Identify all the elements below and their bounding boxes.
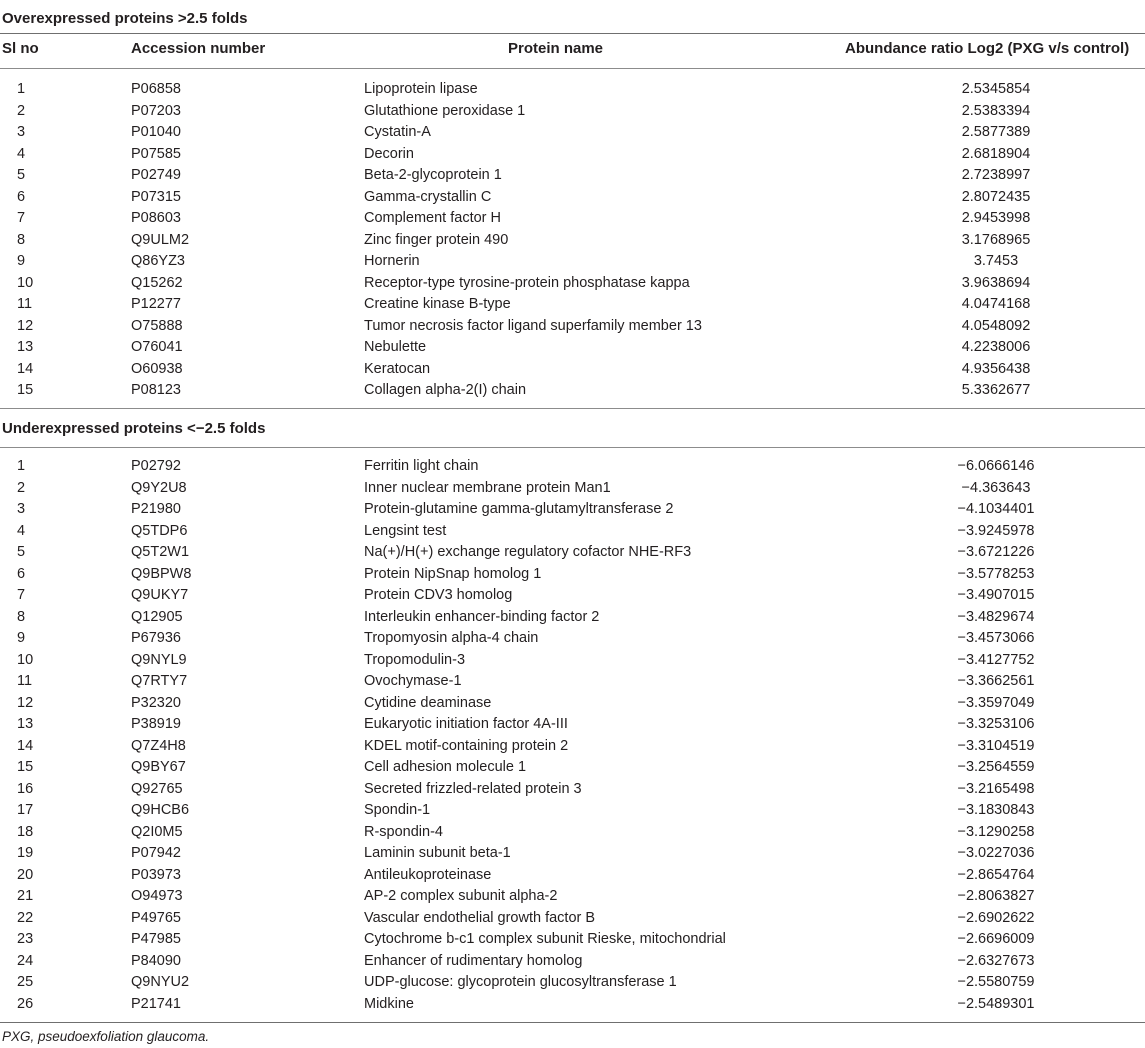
sl-no-cell: 12 xyxy=(17,694,34,711)
header-accession-number: Accession number xyxy=(131,40,266,57)
accession-cell: P32320 xyxy=(131,694,181,711)
table-row xyxy=(0,230,1145,252)
accession-cell: Q7RTY7 xyxy=(131,673,188,689)
accession-cell: Q7Z4H8 xyxy=(131,737,186,754)
sl-no-cell: 7 xyxy=(17,587,26,603)
sl-no-cell: 24 xyxy=(17,952,34,969)
table-row xyxy=(0,628,1145,650)
accession-cell: P49765 xyxy=(131,909,181,926)
abundance-ratio-cell: 5.3362677 xyxy=(961,382,1031,398)
sl-no-cell: 7 xyxy=(17,210,26,226)
overexpressed-rows xyxy=(0,79,1145,402)
table-row xyxy=(0,101,1145,123)
accession-cell: P38919 xyxy=(131,716,181,732)
protein-name-cell: Glutathione peroxidase 1 xyxy=(364,102,526,119)
table-row xyxy=(0,208,1145,230)
underexpressed-rows xyxy=(0,456,1145,1015)
abundance-ratio-cell: −3.1830843 xyxy=(957,802,1035,818)
table-row xyxy=(0,564,1145,586)
abundance-ratio-cell: −4.363643 xyxy=(961,479,1031,496)
accession-cell: Q9BPW8 xyxy=(131,565,192,582)
table-row xyxy=(0,736,1145,758)
protein-name-cell: Ovochymase-1 xyxy=(364,673,462,689)
protein-name-cell: Vascular endothelial growth factor B xyxy=(364,909,596,926)
footnote: PXG, pseudoexfoliation glaucoma. xyxy=(2,1029,210,1044)
accession-cell: Q5T2W1 xyxy=(131,544,190,560)
sl-no-cell: 2 xyxy=(17,102,26,119)
table-row xyxy=(0,800,1145,822)
protein-name-cell: Gamma-crystallin C xyxy=(364,188,492,205)
table-row xyxy=(0,165,1145,187)
table-row xyxy=(0,886,1145,908)
sl-no-cell: 11 xyxy=(17,673,33,689)
table-row xyxy=(0,456,1145,478)
protein-name-cell: Collagen alpha-2(I) chain xyxy=(364,382,527,398)
sl-no-cell: 4 xyxy=(17,522,26,539)
accession-cell: P67936 xyxy=(131,630,181,646)
sl-no-cell: 10 xyxy=(17,651,34,668)
table-row xyxy=(0,607,1145,629)
table-row xyxy=(0,187,1145,209)
sl-no-cell: 6 xyxy=(17,188,26,205)
table-row xyxy=(0,273,1145,295)
abundance-ratio-cell: −3.4907015 xyxy=(957,587,1035,603)
accession-cell: Q9NYL9 xyxy=(131,651,187,668)
protein-name-cell: Inner nuclear membrane protein Man1 xyxy=(364,479,611,496)
protein-name-cell: Midkine xyxy=(364,995,414,1012)
accession-cell: P03973 xyxy=(131,866,181,883)
abundance-ratio-cell: −3.6721226 xyxy=(957,544,1035,560)
table-row xyxy=(0,843,1145,865)
sl-no-cell: 15 xyxy=(17,382,34,398)
table-row xyxy=(0,542,1145,564)
accession-cell: P02792 xyxy=(131,458,181,474)
protein-name-cell: Interleukin enhancer-binding factor 2 xyxy=(364,608,600,625)
top-rule xyxy=(0,33,1145,34)
abundance-ratio-cell: −2.8063827 xyxy=(957,888,1035,904)
protein-name-cell: Zinc finger protein 490 xyxy=(364,231,509,248)
overexpressed-section-title: Overexpressed proteins >2.5 folds xyxy=(2,10,248,27)
accession-cell: P07942 xyxy=(131,845,181,861)
sl-no-cell: 19 xyxy=(17,845,34,861)
sl-no-cell: 20 xyxy=(17,866,34,883)
table-row xyxy=(0,714,1145,736)
sl-no-cell: 3 xyxy=(17,124,26,140)
sl-no-cell: 14 xyxy=(17,737,34,754)
abundance-ratio-cell: 2.5345854 xyxy=(961,81,1031,97)
accession-cell: P08123 xyxy=(131,382,181,398)
abundance-ratio-cell: −3.3662561 xyxy=(957,673,1035,689)
table-row xyxy=(0,144,1145,166)
table-row xyxy=(0,822,1145,844)
table-row xyxy=(0,294,1145,316)
sl-no-cell: 2 xyxy=(17,479,26,496)
table-row xyxy=(0,499,1145,521)
abundance-ratio-cell: −3.3597049 xyxy=(957,694,1035,711)
accession-cell: Q9UKY7 xyxy=(131,587,189,603)
table-row xyxy=(0,359,1145,381)
accession-cell: P08603 xyxy=(131,210,181,226)
table-row xyxy=(0,908,1145,930)
protein-name-cell: Creatine kinase B-type xyxy=(364,296,511,312)
accession-cell: Q15262 xyxy=(131,274,183,291)
sl-no-cell: 13 xyxy=(17,716,34,732)
abundance-ratio-cell: −3.4829674 xyxy=(957,608,1035,625)
protein-name-cell: Hornerin xyxy=(364,253,420,269)
protein-name-cell: Nebulette xyxy=(364,339,427,355)
table-row xyxy=(0,994,1145,1016)
accession-cell: P07315 xyxy=(131,188,181,205)
protein-name-cell: Protein CDV3 homolog xyxy=(364,587,513,603)
header-rule xyxy=(0,68,1145,69)
abundance-ratio-cell: −2.5580759 xyxy=(957,974,1035,990)
table-row xyxy=(0,757,1145,779)
table-row xyxy=(0,671,1145,693)
accession-cell: Q2I0M5 xyxy=(131,823,183,840)
sl-no-cell: 25 xyxy=(17,974,34,990)
table-row xyxy=(0,585,1145,607)
protein-name-cell: Lipoprotein lipase xyxy=(364,81,478,97)
abundance-ratio-cell: 4.0548092 xyxy=(961,317,1031,334)
table-row xyxy=(0,380,1145,402)
accession-cell: Q9Y2U8 xyxy=(131,479,187,496)
table-row xyxy=(0,779,1145,801)
abundance-ratio-cell: −2.5489301 xyxy=(957,995,1035,1012)
accession-cell: O75888 xyxy=(131,317,183,334)
sl-no-cell: 13 xyxy=(17,339,34,355)
protein-name-cell: Laminin subunit beta-1 xyxy=(364,845,511,861)
protein-name-cell: Enhancer of rudimentary homolog xyxy=(364,952,583,969)
abundance-ratio-cell: −3.4573066 xyxy=(957,630,1035,646)
accession-cell: Q9NYU2 xyxy=(131,974,190,990)
accession-cell: P21980 xyxy=(131,501,181,517)
abundance-ratio-cell: −3.2165498 xyxy=(957,780,1035,797)
abundance-ratio-cell: 2.5877389 xyxy=(961,124,1031,140)
abundance-ratio-cell: 2.8072435 xyxy=(961,188,1031,205)
sl-no-cell: 22 xyxy=(17,909,34,926)
accession-cell: Q5TDP6 xyxy=(131,522,188,539)
abundance-ratio-cell: −2.6902622 xyxy=(957,909,1035,926)
accession-cell: Q12905 xyxy=(131,608,183,625)
abundance-ratio-cell: 3.1768965 xyxy=(961,231,1031,248)
accession-cell: O60938 xyxy=(131,360,183,377)
abundance-ratio-cell: −6.0666146 xyxy=(957,458,1035,474)
protein-name-cell: Spondin-1 xyxy=(364,802,431,818)
abundance-ratio-cell: −2.6696009 xyxy=(957,931,1035,947)
table-row xyxy=(0,521,1145,543)
abundance-ratio-cell: −3.3253106 xyxy=(957,716,1035,732)
table-row xyxy=(0,251,1145,273)
accession-cell: P01040 xyxy=(131,124,181,140)
underexpressed-title-rule xyxy=(0,447,1145,448)
table-row xyxy=(0,478,1145,500)
sl-no-cell: 16 xyxy=(17,780,34,797)
protein-name-cell: Cytochrome b-c1 complex subunit Rieske, mitochondrial xyxy=(364,931,726,947)
protein-name-cell: Cell adhesion molecule 1 xyxy=(364,759,527,775)
protein-name-cell: Protein-glutamine gamma-glutamyltransferase 2 xyxy=(364,501,674,517)
table-row xyxy=(0,951,1145,973)
protein-name-cell: Ferritin light chain xyxy=(364,458,479,474)
abundance-ratio-cell: −4.1034401 xyxy=(957,501,1035,517)
sl-no-cell: 21 xyxy=(17,888,34,904)
accession-cell: P47985 xyxy=(131,931,181,947)
protein-name-cell: Lengsint test xyxy=(364,522,447,539)
accession-cell: Q9HCB6 xyxy=(131,802,190,818)
sl-no-cell: 5 xyxy=(17,544,26,560)
table-row xyxy=(0,79,1145,101)
sl-no-cell: 11 xyxy=(17,296,33,312)
underexpressed-section-title: Underexpressed proteins <−2.5 folds xyxy=(2,420,266,437)
abundance-ratio-cell: 3.9638694 xyxy=(961,274,1031,291)
abundance-ratio-cell: 3.7453 xyxy=(973,253,1019,269)
protein-name-cell: Protein NipSnap homolog 1 xyxy=(364,565,542,582)
sl-no-cell: 18 xyxy=(17,823,34,840)
abundance-ratio-cell: −3.9245978 xyxy=(957,522,1035,539)
accession-cell: Q9ULM2 xyxy=(131,231,190,248)
protein-name-cell: Eukaryotic initiation factor 4A-III xyxy=(364,716,568,732)
sl-no-cell: 10 xyxy=(17,274,34,291)
accession-cell: O94973 xyxy=(131,888,183,904)
abundance-ratio-cell: −3.0227036 xyxy=(957,845,1035,861)
abundance-ratio-cell: −2.8654764 xyxy=(957,866,1035,883)
sl-no-cell: 12 xyxy=(17,317,34,334)
header-abundance-ratio: Abundance ratio Log2 (PXG v/s control) xyxy=(845,40,1130,57)
sl-no-cell: 26 xyxy=(17,995,34,1012)
protein-name-cell: Complement factor H xyxy=(364,210,501,226)
protein-name-cell: AP-2 complex subunit alpha-2 xyxy=(364,888,558,904)
table-row xyxy=(0,693,1145,715)
abundance-ratio-cell: 2.9453998 xyxy=(961,210,1031,226)
sl-no-cell: 23 xyxy=(17,931,34,947)
table-row xyxy=(0,972,1145,994)
table-row xyxy=(0,929,1145,951)
protein-name-cell: Antileukoproteinase xyxy=(364,866,492,883)
protein-name-cell: Keratocan xyxy=(364,360,431,377)
sl-no-cell: 17 xyxy=(17,802,34,818)
accession-cell: P06858 xyxy=(131,81,181,97)
protein-name-cell: Cytidine deaminase xyxy=(364,694,492,711)
protein-name-cell: UDP-glucose: glycoprotein glucosyltransferase 1 xyxy=(364,974,677,990)
sl-no-cell: 4 xyxy=(17,145,26,162)
abundance-ratio-cell: 4.0474168 xyxy=(961,296,1031,312)
accession-cell: P07585 xyxy=(131,145,181,162)
protein-name-cell: Decorin xyxy=(364,145,414,162)
protein-name-cell: Cystatin-A xyxy=(364,124,431,140)
abundance-ratio-cell: −3.5778253 xyxy=(957,565,1035,582)
abundance-ratio-cell: −3.4127752 xyxy=(957,651,1035,668)
abundance-ratio-cell: −2.6327673 xyxy=(957,952,1035,969)
protein-name-cell: R-spondin-4 xyxy=(364,823,443,840)
accession-cell: P12277 xyxy=(131,296,181,312)
protein-name-cell: Tropomodulin-3 xyxy=(364,651,466,668)
protein-name-cell: Tumor necrosis factor ligand superfamily member 13 xyxy=(364,317,702,334)
protein-name-cell: Tropomyosin alpha-4 chain xyxy=(364,630,539,646)
table-row xyxy=(0,122,1145,144)
sl-no-cell: 6 xyxy=(17,565,26,582)
protein-name-cell: Receptor-type tyrosine-protein phosphatase kappa xyxy=(364,274,690,291)
abundance-ratio-cell: −3.3104519 xyxy=(957,737,1035,754)
accession-cell: P02749 xyxy=(131,167,181,183)
abundance-ratio-cell: 4.9356438 xyxy=(961,360,1031,377)
sl-no-cell: 1 xyxy=(17,81,26,97)
table-row xyxy=(0,337,1145,359)
protein-name-cell: Na(+)/H(+) exchange regulatory cofactor NHE-RF3 xyxy=(364,544,692,560)
sl-no-cell: 1 xyxy=(17,458,26,474)
header-sl-no: Sl no xyxy=(2,40,39,57)
abundance-ratio-cell: −3.2564559 xyxy=(957,759,1035,775)
sl-no-cell: 14 xyxy=(17,360,34,377)
sl-no-cell: 5 xyxy=(17,167,26,183)
accession-cell: P07203 xyxy=(131,102,181,119)
abundance-ratio-cell: 2.5383394 xyxy=(961,102,1031,119)
abundance-ratio-cell: −3.1290258 xyxy=(957,823,1035,840)
bottom-rule xyxy=(0,1022,1145,1023)
abundance-ratio-cell: 2.7238997 xyxy=(961,167,1031,183)
sl-no-cell: 3 xyxy=(17,501,26,517)
accession-cell: Q9BY67 xyxy=(131,759,186,775)
protein-name-cell: Beta-2-glycoprotein 1 xyxy=(364,167,502,183)
accession-cell: O76041 xyxy=(131,339,183,355)
protein-name-cell: KDEL motif-containing protein 2 xyxy=(364,737,569,754)
table-row xyxy=(0,865,1145,887)
accession-cell: Q92765 xyxy=(131,780,183,797)
sl-no-cell: 9 xyxy=(17,630,26,646)
protein-name-cell: Secreted frizzled-related protein 3 xyxy=(364,780,582,797)
table-row xyxy=(0,316,1145,338)
section-divider-rule xyxy=(0,408,1145,409)
accession-cell: Q86YZ3 xyxy=(131,253,185,269)
sl-no-cell: 15 xyxy=(17,759,34,775)
header-protein-name: Protein name xyxy=(508,40,604,57)
sl-no-cell: 8 xyxy=(17,608,26,625)
abundance-ratio-cell: 2.6818904 xyxy=(961,145,1031,162)
sl-no-cell: 9 xyxy=(17,253,26,269)
accession-cell: P21741 xyxy=(131,995,181,1012)
sl-no-cell: 8 xyxy=(17,231,26,248)
table-row xyxy=(0,650,1145,672)
abundance-ratio-cell: 4.2238006 xyxy=(961,339,1031,355)
accession-cell: P84090 xyxy=(131,952,181,969)
